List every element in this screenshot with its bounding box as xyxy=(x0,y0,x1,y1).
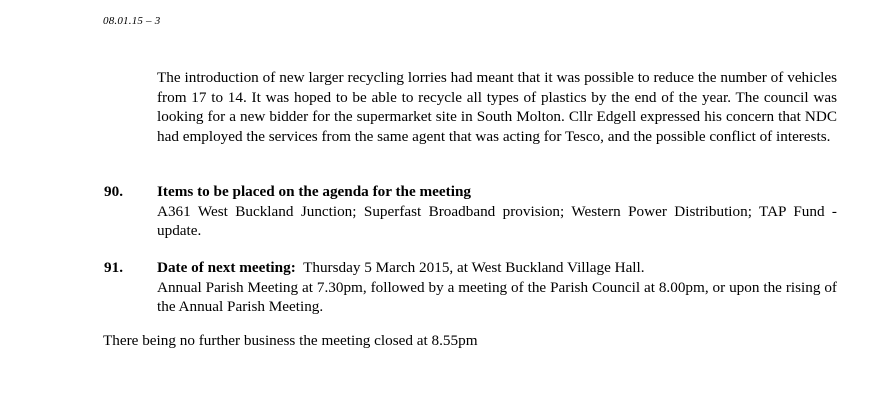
item-body-90: A361 West Buckland Junction; Superfast Broadband provision; Western Power Distribution; TAP Fund - update. xyxy=(157,202,837,239)
item-number-91: 91. xyxy=(104,259,123,276)
closing-statement: There being no further business the meeting closed at 8.55pm xyxy=(103,332,478,349)
item-number-90: 90. xyxy=(104,183,123,200)
item-heading-91: Date of next meeting: Thursday 5 March 2015, at West Buckland Village Hall. xyxy=(157,259,645,276)
item-heading-90: Items to be placed on the agenda for the meeting xyxy=(157,183,471,200)
intro-paragraph: The introduction of new larger recycling lorries had meant that it was possible to reduce the number of vehicles from 17 to 14. It was hoped to be able to recycle all types of plastics by the end of the year. The council was looking for a new bidder for the supermarket site in South Molton. Cllr Edgell expressed his concern that NDC had employed the services from the same agent that was acting for Tesco, and the possible conflict of interests. xyxy=(157,69,837,145)
item-body-91: Annual Parish Meeting at 7.30pm, followed by a meeting of the Parish Council at 8.00pm, or upon the rising of the Annual Parish Meeting. xyxy=(157,278,837,315)
page-reference: 08.01.15 – 3 xyxy=(103,15,161,27)
agenda-item-91 xyxy=(157,258,837,317)
agenda-item-90 xyxy=(157,182,837,241)
